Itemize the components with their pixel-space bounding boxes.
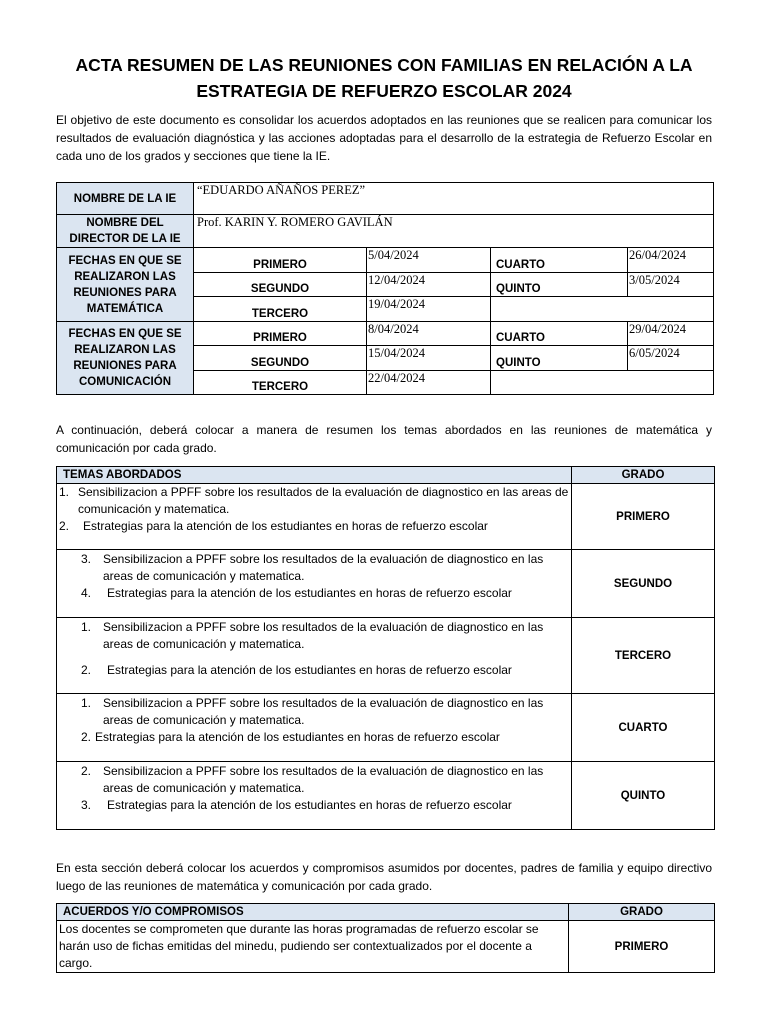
comm-date-tercero: 22/04/2024 xyxy=(367,371,491,395)
list-number: 2. xyxy=(81,730,92,744)
grade-cell: SEGUNDO xyxy=(572,550,715,618)
math-grade-quinto: QUINTO xyxy=(491,273,628,297)
list-number: 2. xyxy=(59,519,70,533)
topic-text: Sensibilizacion a PPFF sobre los resultados de la evaluación de diagnostico en las areas de comunicación y matematica. xyxy=(103,696,544,727)
school-info-table xyxy=(56,182,714,395)
director-label: NOMBRE DEL DIRECTOR DE LA IE xyxy=(57,215,194,248)
topic-text: Estrategias para la atención de los estudiantes en horas de refuerzo escolar xyxy=(83,519,488,533)
topic-text: Estrategias para la atención de los estudiantes en horas de refuerzo escolar xyxy=(107,663,512,677)
grade-cell: QUINTO xyxy=(572,762,715,830)
grade-cell: CUARTO xyxy=(572,694,715,762)
comm-dates-label: FECHAS EN QUE SE REALIZARON LAS REUNIONES PARA COMUNICACIÓN xyxy=(57,322,194,395)
math-grade-segundo: SEGUNDO xyxy=(194,273,367,297)
math-grade-primero: PRIMERO xyxy=(194,248,367,273)
agreements-grade-header: GRADO xyxy=(569,904,715,921)
list-number: 1. xyxy=(81,696,92,710)
comm-grade-quinto: QUINTO xyxy=(491,346,628,371)
topics-cell xyxy=(57,484,572,550)
topics-cell xyxy=(57,550,572,618)
table-row xyxy=(57,694,715,762)
topic-text: Sensibilizacion a PPFF sobre los resultados de la evaluación de diagnostico en las areas de comunicación y matematica. xyxy=(103,764,544,795)
topics-table xyxy=(56,466,715,830)
list-number: 3. xyxy=(81,798,92,812)
ie-name-label: NOMBRE DE LA IE xyxy=(57,183,194,215)
topics-intro-paragraph: A continuación, deberá colocar a manera de resumen los temas abordados en las reuniones de matemática y comunicación por cada grado. xyxy=(56,423,712,455)
table-row xyxy=(57,921,715,973)
comm-date-primero: 8/04/2024 xyxy=(367,322,491,346)
grade-cell: TERCERO xyxy=(572,618,715,694)
agreements-table xyxy=(56,903,715,973)
table-row xyxy=(57,484,715,550)
agreements-intro-paragraph: En esta sección deberá colocar los acuerdos y compromisos asumidos por docentes, padres de familia y equipo directivo luego de las reuniones de matemática y comunicación por cada grado. xyxy=(56,861,712,893)
math-date-cuarto: 26/04/2024 xyxy=(628,248,714,273)
list-number: 3. xyxy=(81,552,92,566)
intro-paragraph: El objetivo de este documento es consolidar los acuerdos adoptados en las reuniones que se realicen para comunicar los resultados de evaluación diagnóstica y las acciones adoptadas para el desarrollo de la estrategia de Refuerzo Escolar en cada uno de los grados y secciones que tiene la IE. xyxy=(56,113,712,163)
list-number: 1. xyxy=(81,620,92,634)
comm-grade-cuarto: CUARTO xyxy=(491,322,628,346)
math-date-tercero: 19/04/2024 xyxy=(367,297,491,322)
table-row xyxy=(57,550,715,618)
comm-date-quinto: 6/05/2024 xyxy=(628,346,714,371)
math-dates-label: FECHAS EN QUE SE REALIZARON LAS REUNIONES PARA MATEMÁTICA xyxy=(57,248,194,322)
comm-grade-primero: PRIMERO xyxy=(194,322,367,346)
topics-cell xyxy=(57,694,572,762)
math-date-segundo: 12/04/2024 xyxy=(367,273,491,297)
math-empty-cell xyxy=(491,297,714,322)
topic-text: Estrategias para la atención de los estudiantes en horas de refuerzo escolar xyxy=(95,730,500,744)
math-date-quinto: 3/05/2024 xyxy=(628,273,714,297)
math-date-primero: 5/04/2024 xyxy=(367,248,491,273)
comm-date-segundo: 15/04/2024 xyxy=(367,346,491,371)
comm-date-cuarto: 29/04/2024 xyxy=(628,322,714,346)
math-grade-cuarto: CUARTO xyxy=(491,248,628,273)
document-title: ACTA RESUMEN DE LAS REUNIONES CON FAMILIAS EN RELACIÓN A LA ESTRATEGIA DE REFUERZO ESCOLAR 2024 xyxy=(75,55,693,101)
grade-cell: PRIMERO xyxy=(569,921,715,973)
director-value: Prof. KARIN Y. ROMERO GAVILÁN xyxy=(194,215,714,248)
topics-cell xyxy=(57,762,572,830)
grade-cell: PRIMERO xyxy=(572,484,715,550)
comm-grade-tercero: TERCERO xyxy=(194,371,367,395)
comm-empty-cell xyxy=(491,371,714,395)
list-number: 1. xyxy=(59,485,70,499)
agreements-header: ACUERDOS Y/O COMPROMISOS xyxy=(57,904,569,921)
comm-grade-segundo: SEGUNDO xyxy=(194,346,367,371)
topics-grade-header: GRADO xyxy=(572,467,715,484)
list-number: 2. xyxy=(81,764,92,778)
list-number: 4. xyxy=(81,586,92,600)
table-row xyxy=(57,762,715,830)
ie-name-value: “EDUARDO AÑAÑOS PEREZ” xyxy=(194,183,714,215)
agreement-text: Los docentes se comprometen que durante las horas programadas de refuerzo escolar se harán uso de fichas emitidas del minedu, pudiendo ser contextualizados por el docente a cargo. xyxy=(57,921,569,973)
list-number: 2. xyxy=(81,663,92,677)
topic-text: Sensibilizacion a PPFF sobre los resultados de la evaluación de diagnostico en las areas de comunicación y matematica. xyxy=(103,620,544,651)
topics-cell xyxy=(57,618,572,694)
topic-text: Estrategias para la atención de los estudiantes en horas de refuerzo escolar xyxy=(107,798,512,812)
topic-text: Estrategias para la atención de los estudiantes en horas de refuerzo escolar xyxy=(107,586,512,600)
topic-text: Sensibilizacion a PPFF sobre los resultados de la evaluación de diagnostico en las areas de comunicación y matematica. xyxy=(103,552,544,583)
math-grade-tercero: TERCERO xyxy=(194,297,367,322)
topics-header: TEMAS ABORDADOS xyxy=(57,467,572,484)
table-row xyxy=(57,618,715,694)
topic-text: Sensibilizacion a PPFF sobre los resultados de la evaluación de diagnostico en las areas de comunicación y matematica. xyxy=(78,485,569,516)
